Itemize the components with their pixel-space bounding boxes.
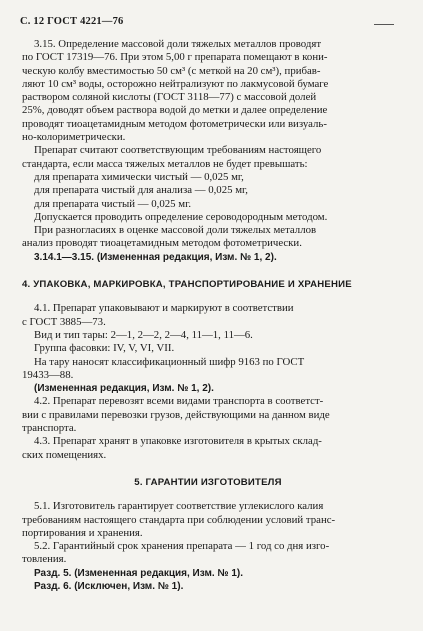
document-body bbox=[22, 38, 394, 593]
para-allowed-line: При разногласиях в оценке массовой доли тяжелых металлов bbox=[34, 224, 317, 237]
tara-line: Вид и тип тары: 2—1, 2—2, 2—4, 11—1, 11—6. bbox=[34, 328, 253, 341]
para-3-15-line: 3.15. Определение массовой доли тяжелых металлов проводят bbox=[34, 38, 322, 50]
amendment-note: 3.14.1—3.15. (Измененная редакция, Изм. № 1, 2). bbox=[34, 251, 277, 263]
para-5-2-line: товления. bbox=[22, 553, 67, 566]
para-4-2-line: 4.2. Препарат перевозят всеми видами транспорта в соответст- bbox=[34, 395, 324, 408]
para-5-1-line: требованиям настоящего стандарта при соблюдении условий транс- bbox=[22, 513, 336, 526]
para-4-2-line: транспорта. bbox=[22, 422, 77, 435]
para-4-3-line: 4.3. Препарат хранят в упаковке изготовителя в крытых склад- bbox=[34, 435, 322, 448]
group-line: Группа фасовки: IV, V, VI, VII. bbox=[34, 342, 175, 355]
para-3-15-line: раствором соляной кислоты (ГОСТ 3118—77) с массовой долей bbox=[22, 91, 317, 104]
para-allowed-line: Допускается проводить определение сероводородным методом. bbox=[34, 210, 328, 223]
para-3-15-line: ческую колбу вместимостью 50 см³ (с меткой на 20 см³), прибав- bbox=[22, 64, 321, 77]
code-line: На тару наносят классификационный шифр 9163 по ГОСТ bbox=[34, 355, 305, 368]
code-line: 19433—88. bbox=[22, 368, 74, 381]
page-header: С. 12 ГОСТ 4221—76 bbox=[20, 16, 124, 27]
para-3-15-line: проводят тиоацетамидным методом фотометрически или визуаль- bbox=[22, 117, 327, 130]
para-3-15-line: но-колориметрически. bbox=[22, 131, 126, 144]
section-4-heading: 4. УПАКОВКА, МАРКИРОВКА, ТРАНСПОРТИРОВАНИЕ И ХРАНЕНИЕ bbox=[22, 279, 352, 291]
para-3-15-line: ляют 10 см³ воды, осторожно нейтрализуют по лакмусовой бумаге bbox=[22, 77, 329, 90]
amendment-note: (Измененная редакция, Изм. № 1, 2). bbox=[34, 383, 214, 395]
para-5-2-line: 5.2. Гарантийный срок хранения препарата — 1 год со дня изго- bbox=[34, 540, 330, 553]
para-allowed-line: анализ проводят тиоацетамидным методом фотометрически. bbox=[22, 237, 302, 250]
section-5-heading: 5. ГАРАНТИИ ИЗГОТОВИТЕЛЯ bbox=[134, 476, 282, 488]
para-prep-line: Препарат считают соответствующим требованиям настоящего bbox=[34, 144, 322, 157]
para-4-3-line: ских помещениях. bbox=[22, 448, 107, 461]
para-4-1-line: с ГОСТ 3885—73. bbox=[22, 315, 106, 328]
amendment-note: Разд. 5. (Измененная редакция, Изм. № 1). bbox=[34, 567, 243, 579]
para-3-15-line: по ГОСТ 17319—76. При этом 5,00 г препарата помещают в кони- bbox=[22, 51, 328, 64]
para-4-1-line: 4.1. Препарат упаковывают и маркируют в соответствии bbox=[34, 302, 294, 315]
para-5-1-line: 5.1. Изготовитель гарантирует соответствие углекислого калия bbox=[34, 500, 324, 513]
amendment-note: Разд. 6. (Исключен, Изм. № 1). bbox=[34, 580, 184, 592]
para-prep-line: стандарта, если масса тяжелых металлов не будет превышать: bbox=[22, 157, 308, 170]
para-4-2-line: вии с правилами перевозки грузов, действующими на данном виде bbox=[22, 408, 330, 421]
corner-mark bbox=[374, 24, 394, 25]
para-5-1-line: портирования и хранения. bbox=[22, 526, 143, 539]
para-3-15-line: 25%, доводят объем раствора водой до метки и далее определение bbox=[22, 104, 328, 117]
limit-line: для препарата химически чистый — 0,025 мг, bbox=[34, 170, 244, 183]
limit-line: для препарата чистый — 0,025 мг. bbox=[34, 197, 192, 210]
limit-line: для препарата чистый для анализа — 0,025 мг, bbox=[34, 184, 248, 197]
